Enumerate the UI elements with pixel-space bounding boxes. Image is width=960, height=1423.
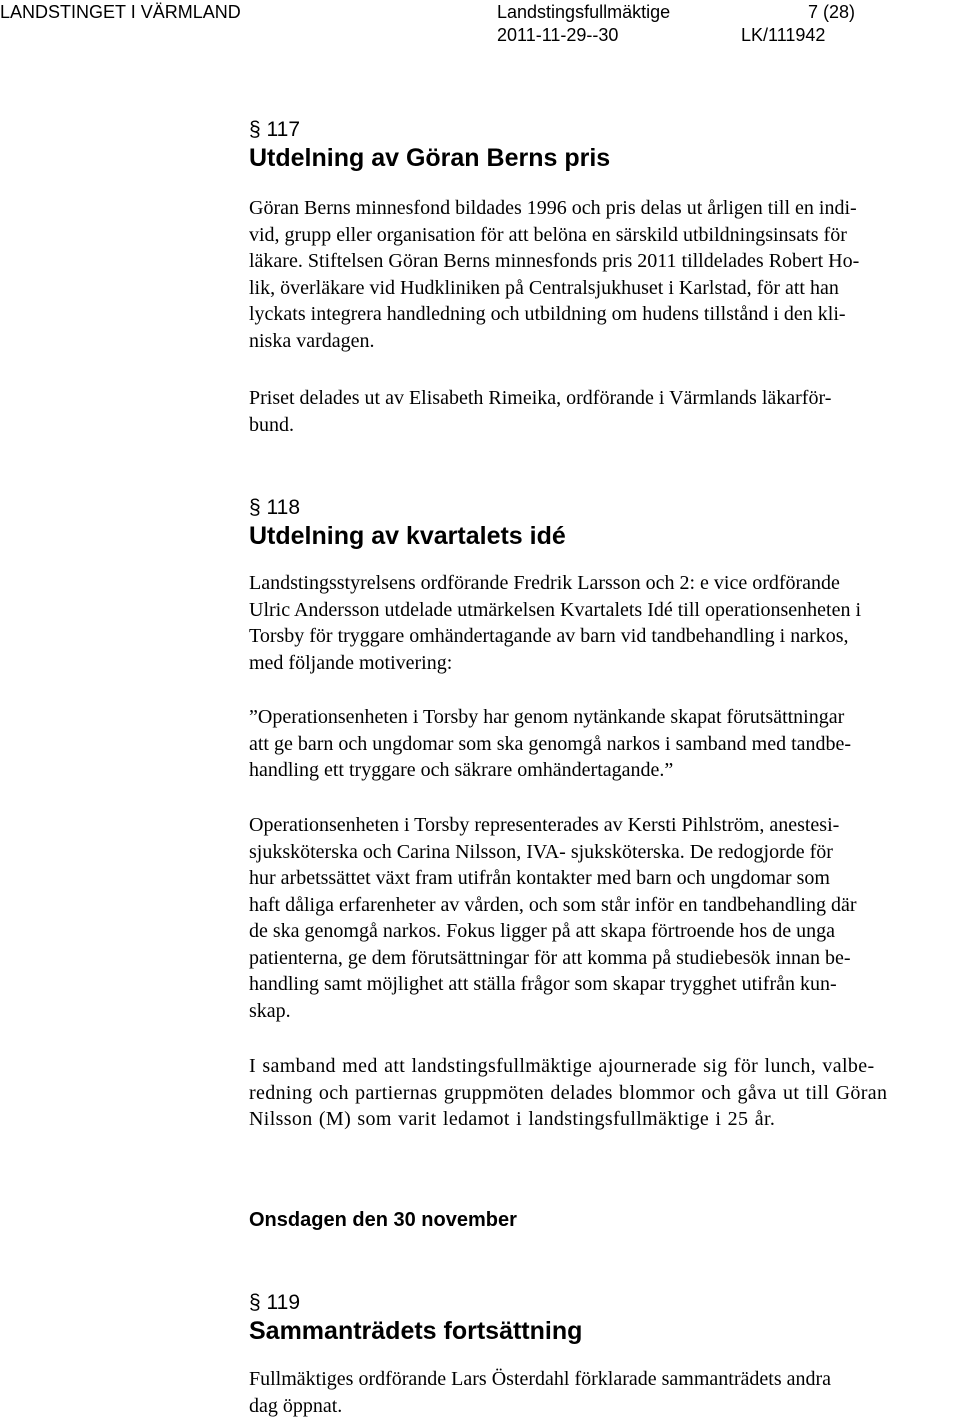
header-page-number: 7 (28) [808,2,856,22]
section-119-paragraph-1: Fullmäktiges ordförande Lars Österdahl förklarade sammanträdets andra dag öppnat. [249,1368,832,1417]
section-117-paragraph-2: Priset delades ut av Elisabeth Rimeika, ordförande i Värmlands läkarför- bund. [249,387,832,436]
section-118-paragraph-1: Landstingsstyrelsens ordförande Fredrik Larsson och 2: e vice ordförande Ulric Andersson utdelade utmärkelsen Kvartalets Idé till operationsenheten i Torsby för tryggare omhändertagande av barn vid tandbehandling i narkos, med följande motivering: [249,572,862,674]
section-117 [249,117,949,173]
section-118-paragraph-3: I samband med att landstingsfullmäktige ajournerade sig för lunch, valbe- redning och partiernas gruppmöten delades blommor och gåva ut till Göran Nilsson (M) som varit ledamot i landstingsfullmäktige i 25 år. [249,1055,888,1130]
paragraph-number: § 118 [249,496,300,519]
header-reference: LK/111942 [741,25,826,45]
paragraph-number: § 117 [249,118,300,141]
section-title: Utdelning av Göran Berns pris [249,144,611,172]
section-118-quote: ”Operationsenheten i Torsby har genom nytänkande skapat förutsättningar att ge barn och ungdomar som ska genomgå narkos i samband med tandbe- handling ett tryggare och säkrare omhändertagande.” [249,706,852,781]
section-118 [249,495,949,551]
section-title: Utdelning av kvartalets idé [249,522,566,550]
header-meeting-date: 2011-11-29--30 [497,25,619,45]
section-title: Sammanträdets fortsättning [249,1317,583,1345]
section-118-paragraph-2: Operationsenheten i Torsby representerades av Kersti Pihlström, anestesi- sjuksköterska och Carina Nilsson, IVA- sjuksköterska. De redogjorde för hur arbetssättet växt fram utifrån kontakter med barn och ungdomar som haft dåliga erfarenheter av vården, och som står inför en tandbehandling där de ska genomgå narkos. Fokus ligger på att skapa förtroende hos de unga patienterna, ge dem förutsättningar för att komma på studiebesök innan be- handling samt möjlighet att ställa frågor som skapar trygghet utifrån kun- skap. [249,814,857,1022]
section-119 [249,1290,949,1346]
header-assembly: Landstingsfullmäktige [497,2,671,22]
day-heading: Onsdagen den 30 november [249,1209,517,1231]
paragraph-number: § 119 [249,1291,300,1314]
section-117-paragraph-1: Göran Berns minnesfond bildades 1996 och pris delas ut årligen till en indi- vid, grupp eller organisation för att belöna en särskild utbildningsinsats för läkare. Stiftelsen Göran Berns minnesfonds pris 2011 tilldelades Robert Ho- lik, överläkare vid Hudkliniken på Centralsjukhuset i Karlstad, för att han lyckats integrera handledning och utbildning om hudens tillstånd i den kli- niska vardagen. [249,197,860,352]
header-organization: LANDSTINGET I VÄRMLAND [0,2,241,22]
